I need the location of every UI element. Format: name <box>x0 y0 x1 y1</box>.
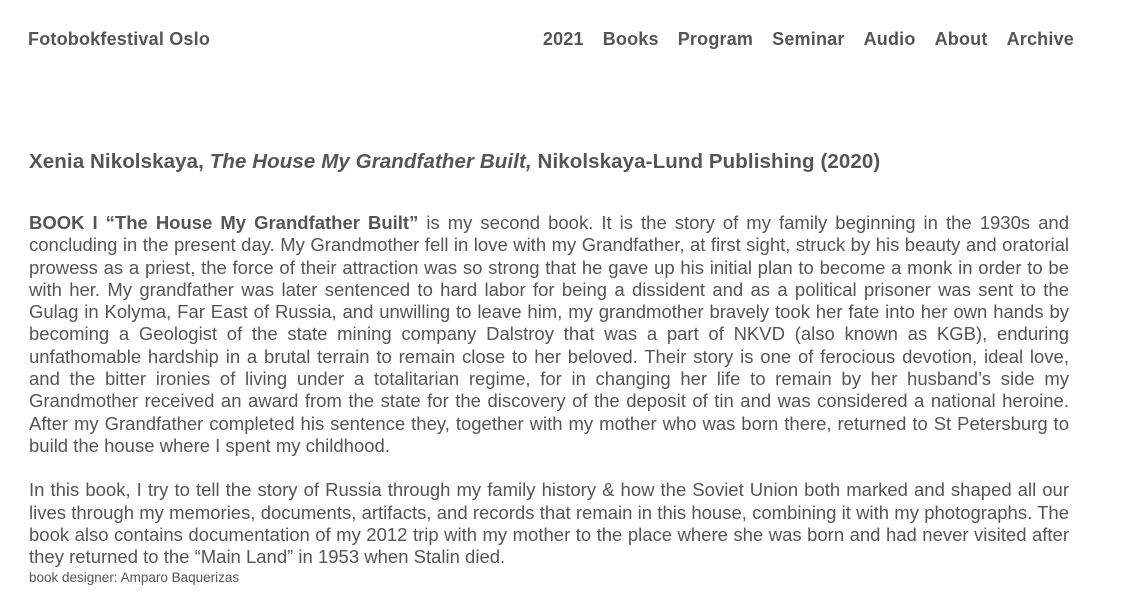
nav-item-2021[interactable]: 2021 <box>542 29 584 49</box>
nav-item-audio[interactable]: Audio <box>863 29 916 49</box>
description-lead: BOOK I “The House My Grandfather Built” <box>29 212 419 233</box>
description-paragraph-2-text: In this book, I try to tell the story of Russia through my family history & how the Soviet Union both marked and shaped all our lives through my memories, documents, artifacts, and records that remain in this house, combining it with my photographs. The book also contains documentation of my 2012 trip with my mother to the place where she was born and had never visited after they returned to the “Main Land” in 1953 when Stalin died. <box>29 479 1069 568</box>
book-author: Xenia Nikolskaya, <box>29 150 210 173</box>
nav-item-books[interactable]: Books <box>602 29 659 49</box>
nav-item-program[interactable]: Program <box>677 29 754 49</box>
description-paragraph-1 <box>29 212 1069 457</box>
description-paragraph-2 <box>29 479 1069 568</box>
site-title-link[interactable]: Fotobokfestival Oslo <box>28 29 211 49</box>
nav-item-about[interactable]: About <box>934 29 988 49</box>
book-designer-credit: book designer: Amparo Baquerizas <box>29 570 240 585</box>
book-title: The House My Grandfather Built, <box>209 150 532 173</box>
description-paragraph-1-text: is my second book. It is the story of my family beginning in the 1930s and concluding in the present day. My Grandmother fell in love with my Grandfather, at first sight, struck by his beauty and oratorial prowess as a priest, the force of their attraction was so strong that he gave up his initial plan to become a monk in order to be with her. My grandfather was later sentenced to hard labor for being a dissident and as a political prisoner was sent to the Gulag in Kolyma, Far East of Russia, and unwilling to leave him, my grandmother bravely took her fate into her own hands by becoming a Geologist of the state mining company Dalstroy that was a part of NKVD (also known as KGB), enduring unfathomable hardship in a brutal terrain to remain close to her beloved. Their story is one of ferocious devotion, ideal love, and the bitter ironies of living under a totalitarian regime, for in changing her life to remain by her husband’s side my Grandmother received an award from the state for the discovery of the deposit of tin and was considered a national heroine. After my Grandfather completed his sentence they, together with my mother who was born there, returned to St Petersburg to build the house where I spent my childhood. <box>29 212 1069 456</box>
nav-item-archive[interactable]: Archive <box>1006 29 1074 49</box>
book-description <box>29 212 1069 590</box>
nav-item-seminar[interactable]: Seminar <box>772 29 845 49</box>
book-heading <box>29 150 880 174</box>
book-publisher: Nikolskaya-Lund Publishing (2020) <box>531 150 881 173</box>
main-nav <box>543 29 1074 50</box>
